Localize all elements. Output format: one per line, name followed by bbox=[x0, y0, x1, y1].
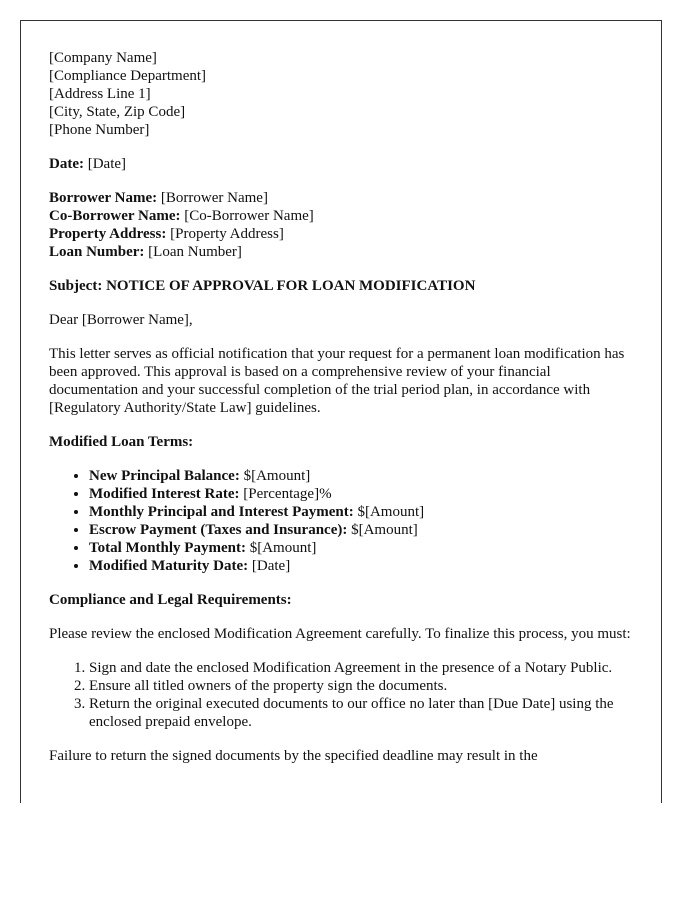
steps-list bbox=[49, 659, 633, 731]
sender-line: [Company Name] bbox=[49, 50, 157, 66]
field-label: Borrower Name: bbox=[49, 190, 158, 206]
field-value: [Loan Number] bbox=[148, 244, 242, 260]
list-item bbox=[89, 503, 633, 521]
field-label: Property Address: bbox=[49, 226, 167, 242]
date-value: [Date] bbox=[87, 156, 127, 172]
subject-line bbox=[49, 277, 633, 295]
list-item bbox=[89, 557, 633, 575]
term-label: Monthly Principal and Interest Payment: bbox=[89, 504, 354, 520]
terms-heading bbox=[49, 433, 633, 451]
intro-paragraph: This letter serves as official notification that your request for a permanent loan modification has been approved. This approval is based on a comprehensive review of your financial documentation and your successful completion of the trial period plan, in accordance with [Regulatory Authority/State Law] guidelines. bbox=[49, 346, 625, 416]
term-label: Modified Maturity Date: bbox=[89, 558, 249, 574]
term-label: Total Monthly Payment: bbox=[89, 540, 246, 556]
salutation: Dear [Borrower Name], bbox=[49, 312, 193, 328]
term-value: $[Amount] bbox=[357, 504, 425, 520]
date-label: Date: bbox=[49, 156, 84, 172]
field-label: Loan Number: bbox=[49, 244, 145, 260]
terms-heading-text: Modified Loan Terms: bbox=[49, 434, 194, 450]
list-item bbox=[89, 485, 633, 503]
term-label: New Principal Balance: bbox=[89, 468, 240, 484]
sender-address bbox=[49, 49, 633, 139]
list-item bbox=[89, 521, 633, 539]
terms-list bbox=[49, 467, 633, 575]
field-value: [Property Address] bbox=[170, 226, 284, 242]
field-label: Co-Borrower Name: bbox=[49, 208, 181, 224]
compliance-heading bbox=[49, 591, 633, 609]
date-line bbox=[49, 155, 633, 173]
closing-paragraph: Failure to return the signed documents by the specified deadline may result in the bbox=[49, 748, 538, 764]
sender-line: [Phone Number] bbox=[49, 122, 150, 138]
sender-line: [City, State, Zip Code] bbox=[49, 104, 186, 120]
term-value: [Percentage]% bbox=[243, 486, 332, 502]
term-value: $[Amount] bbox=[249, 540, 317, 556]
sender-line: [Address Line 1] bbox=[49, 86, 151, 102]
term-value: [Date] bbox=[251, 558, 291, 574]
compliance-intro: Please review the enclosed Modification Agreement carefully. To finalize this process, you must: bbox=[49, 626, 631, 642]
field-value: [Borrower Name] bbox=[160, 190, 268, 206]
term-value: $[Amount] bbox=[243, 468, 311, 484]
term-label: Escrow Payment (Taxes and Insurance): bbox=[89, 522, 348, 538]
field-value: [Co-Borrower Name] bbox=[184, 208, 314, 224]
subject-label: Subject: bbox=[49, 278, 103, 294]
term-value: $[Amount] bbox=[351, 522, 418, 538]
sender-line: [Compliance Department] bbox=[49, 68, 207, 84]
list-item bbox=[89, 539, 633, 557]
borrower-info bbox=[49, 189, 633, 261]
letter-page bbox=[20, 20, 662, 803]
term-label: Modified Interest Rate: bbox=[89, 486, 240, 502]
compliance-heading-text: Compliance and Legal Requirements: bbox=[49, 592, 292, 608]
list-item: 2. Ensure all titled owners of the property sign the documents. bbox=[89, 677, 633, 695]
list-item: 1. Sign and date the enclosed Modification Agreement in the presence of a Notary Public. bbox=[89, 659, 633, 677]
list-item: 3. Return the original executed documents to our office no later than [Due Date] using the enclosed prepaid envelope. bbox=[89, 695, 633, 731]
list-item bbox=[89, 467, 633, 485]
subject-value: NOTICE OF APPROVAL FOR LOAN MODIFICATION bbox=[106, 278, 476, 294]
